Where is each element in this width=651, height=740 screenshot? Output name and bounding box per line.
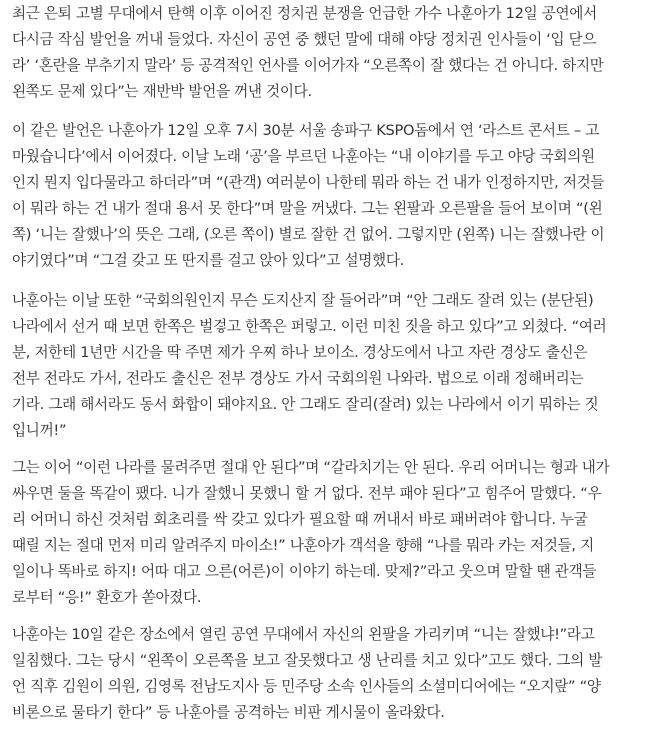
paragraph-line: 일침했다. 그는 당시 “왼쪽이 오른쪽을 보고 잘못했다고 생 난리를 치고 있다”고도 했다. 그의 발 bbox=[12, 652, 603, 669]
paragraph-line: 리 어머니 하신 것처럼 회초리를 싹 갖고 있다가 필요할 때 꺼내서 바로 패버려야 합니다. 누굴 bbox=[12, 511, 588, 528]
paragraph-line: 나라에서 선거 때 보면 한쪽은 벌겋고 한쪽은 퍼렇고. 이런 미친 짓을 하고 있다”고 외쳤다. “여러 bbox=[12, 318, 607, 335]
paragraph-line: 전부 전라도 가서, 전라도 출신은 전부 경상도 가서 국회의원 나와라. 법으로 이래 정해버리는 bbox=[12, 370, 584, 387]
paragraph-line: 최근 은퇴 고별 무대에서 탄핵 이후 이어진 정치권 분쟁을 언급한 가수 나훈아가 12일 공연에서 bbox=[12, 5, 597, 22]
paragraph-line: 분, 저한테 1년만 시간을 딱 주면 제가 우찌 하나 보이소. 경상도에서 나고 자란 경상도 출신은 bbox=[12, 344, 588, 361]
article-paragraph-3 bbox=[12, 288, 606, 444]
paragraph-line: 그는 이어 “이런 나라를 물려주면 절대 안 된다”며 “갈라치기는 안 된다. 우리 어머니는 형과 내가 bbox=[12, 459, 610, 476]
paragraph-line: 싸우면 둘을 똑같이 팼다. 니가 잘했니 못했니 할 거 없다. 전부 패야 된다”고 힘주어 말했다. “우 bbox=[12, 485, 602, 502]
paragraph-line: 나훈아는 이날 또한 “국회의원인지 무슨 도지산지 잘 들어라”며 “안 그래도 잘려 있는 (분단된) bbox=[12, 292, 594, 309]
article-paragraph-4 bbox=[12, 455, 609, 611]
paragraph-line: 쪽) ‘니는 잘했나’의 뜻은 그래, (오른 쪽이) 별로 잘한 건 없어. 그렇지만 (왼쪽) 니는 잘했나란 이 bbox=[12, 226, 605, 243]
article-paragraph-2 bbox=[12, 118, 604, 274]
paragraph-line: 이 뭐라 하는 건 내가 절대 용서 못 한다”며 말을 꺼냈다. 그는 왼팔과 오른팔을 들어 보이며 “(왼 bbox=[12, 200, 603, 217]
article-paragraph-5 bbox=[12, 622, 602, 726]
paragraph-line: 나훈아는 10일 같은 장소에서 열린 공연 무대에서 자신의 왼팔을 가리키며 “니는 잘했냐!”라고 bbox=[12, 626, 595, 643]
paragraph-line: 비론으로 물타기 한다” 등 나훈아를 공격하는 비판 게시물이 올라왔다. bbox=[12, 704, 445, 721]
paragraph-line: 왼쪽도 문제 있다”는 재반박 발언을 꺼낸 것이다. bbox=[12, 83, 312, 100]
paragraph-line: 입니꺼!” bbox=[12, 422, 67, 439]
paragraph-line: 로부터 “응!” 환호가 쏟아졌다. bbox=[12, 589, 202, 606]
paragraph-line: 기라. 그래 해서라도 동서 화합이 돼야지요. 안 그래도 잘리(잘려) 있는 나라에서 이기 뭐하는 짓 bbox=[12, 396, 599, 413]
paragraph-line: 이 같은 발언은 나훈아가 12일 오후 7시 30분 서울 송파구 KSPO돔에서 연 ‘라스트 콘서트 – 고 bbox=[12, 122, 599, 139]
paragraph-line: 라’ ‘혼란을 부추기지 말라’ 등 공격적인 언사를 이어가자 “오른쪽이 잘 했다는 건 아니다. 하지만 bbox=[12, 57, 604, 74]
paragraph-line: 인지 뭔지 입다물라고 하더라”며 “(관객) 여러분이 나한테 뭐라 하는 건 내가 인정하지만, 저것들 bbox=[12, 174, 605, 191]
paragraph-line: 때릴 지는 절대 먼저 미리 알려주지 마이소!” 나훈아가 객석을 향해 “나를 뭐라 카는 저것들, 지 bbox=[12, 537, 594, 554]
paragraph-line: 다시금 작심 발언을 꺼내 들었다. 자신이 공연 중 했던 말에 대해 야당 정치권 인사들이 ‘입 닫으 bbox=[12, 31, 597, 48]
paragraph-line: 야기였다”며 “그걸 갖고 또 딴지를 걸고 앉아 있다”고 설명했다. bbox=[12, 252, 404, 269]
paragraph-line: 일이나 똑바로 하지! 어따 대고 으른(어른)이 이야기 하는데. 맞제?”라고 웃으며 말할 땐 관객들 bbox=[12, 563, 597, 580]
paragraph-line: 마웠습니다’에서 이어졌다. 이날 노래 ‘공’을 부르던 나훈아는 “내 이야기를 두고 야당 국회의원 bbox=[12, 148, 595, 165]
paragraph-line: 언 직후 김원이 의원, 김영록 전남도지사 등 민주당 소속 인사들의 소셜미디어에는 “오지랖” “양 bbox=[12, 678, 601, 695]
article-paragraph-1 bbox=[12, 1, 604, 105]
